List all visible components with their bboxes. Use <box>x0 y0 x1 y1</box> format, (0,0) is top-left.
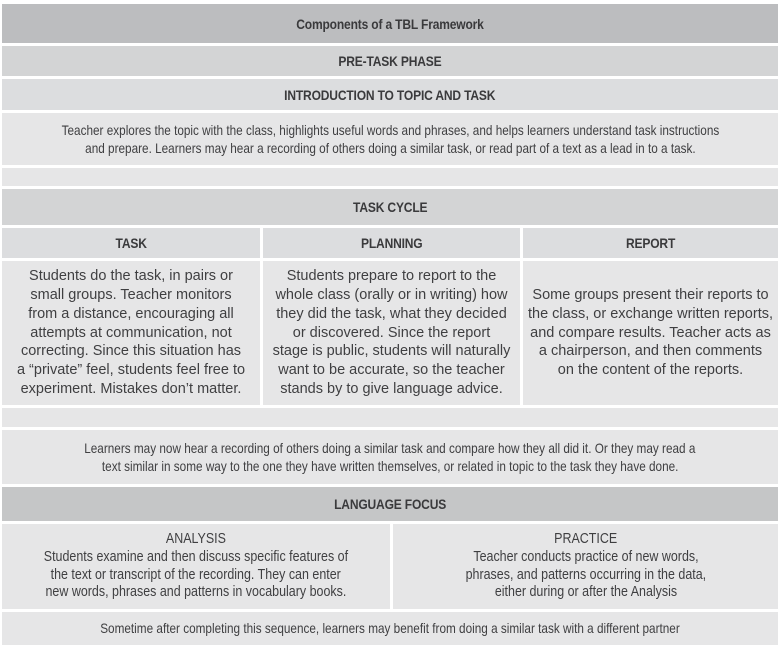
introduction-header: INTRODUCTION TO TOPIC AND TASK <box>284 86 496 103</box>
practice-title: PRACTICE <box>553 530 618 547</box>
language-focus-row <box>2 487 778 521</box>
spacer-row <box>2 408 778 427</box>
task-line: experiment. Mistakes don’t matter. <box>20 380 242 397</box>
language-focus-label: LANGUAGE FOCUS <box>334 496 446 512</box>
followup-line-2: text similar in some way to the one they have written themselves, or related in topic to the task they have done. <box>101 458 679 474</box>
analysis-title: ANALYSIS <box>165 530 227 547</box>
closing-row <box>2 612 778 645</box>
analysis-line: the text or transcript of the recording. They can enter <box>50 566 342 583</box>
task-cycle-label: TASK CYCLE <box>352 199 428 215</box>
column-header-report: REPORT <box>523 228 778 258</box>
task-line: small groups. Teacher monitors <box>30 287 232 303</box>
closing-text: Sometime after completing this sequence, learners may benefit from doing a similar task with a different partner <box>100 620 680 637</box>
task-line: attempts at communication, not <box>30 324 232 341</box>
table-title-row <box>2 4 778 43</box>
planning-line: or discovered. Since the report <box>292 324 491 341</box>
report-line: and compare results. Teacher acts as <box>530 324 771 341</box>
report-line: on the content of the reports. <box>557 362 744 379</box>
introduction-description <box>2 113 778 165</box>
practice-line: either during or after the Analysis <box>494 584 677 601</box>
analysis-line: Students examine and then discuss specific features of <box>43 548 349 565</box>
column-header-task: TASK <box>2 228 260 258</box>
task-description <box>2 261 260 405</box>
introduction-line-2: and prepare. Learners may hear a recording of others doing a similar task, or read part of a text as a lead in to a task. <box>84 140 696 156</box>
table-title: Components of a TBL Framework <box>296 15 484 32</box>
introduction-line-1: Teacher explores the topic with the class, highlights useful words and phrases, and helps learners understand task instructions <box>61 121 719 138</box>
task-cycle-row <box>2 189 778 225</box>
task-cycle-followup <box>2 430 778 484</box>
task-line: Students do the task, in pairs or <box>29 268 233 285</box>
task-line: correcting. Since this situation has <box>20 343 242 360</box>
planning-line: stage is public, students will naturally <box>272 343 511 360</box>
report-line: a chairperson, and then comments <box>538 343 763 360</box>
spacer-row <box>2 168 778 186</box>
pre-task-phase-row <box>2 46 778 76</box>
pre-task-phase-label: PRE-TASK PHASE <box>338 53 442 69</box>
analysis-cell <box>2 524 390 609</box>
column-header-planning: PLANNING <box>263 228 520 258</box>
task-line: from a distance, encouraging all <box>28 305 234 322</box>
introduction-header-row <box>2 79 778 110</box>
task-line: a “private” feel, students feel free to <box>16 362 246 379</box>
planning-line: want to be accurate, so the teacher <box>278 362 505 379</box>
report-line: Some groups present their reports to <box>532 287 769 303</box>
report-line: the class, or exchange written reports, <box>528 305 774 322</box>
followup-line-1: Learners may now hear a recording of others doing a similar task and compare how they all did it. Or they may read a <box>84 439 696 456</box>
planning-line: they did the task, what they decided <box>276 305 507 322</box>
planning-line: stands by to give language advice. <box>280 380 503 397</box>
practice-line: Teacher conducts practice of new words, <box>472 548 699 565</box>
planning-line: whole class (orally or in writing) how <box>275 287 508 303</box>
planning-description <box>263 261 520 405</box>
practice-cell <box>393 524 778 609</box>
report-description <box>523 261 778 405</box>
planning-line: Students prepare to report to the <box>286 268 497 285</box>
practice-line: phrases, and patterns occurring in the data, <box>465 566 706 583</box>
analysis-line: new words, phrases and patterns in vocabulary books. <box>45 584 347 601</box>
